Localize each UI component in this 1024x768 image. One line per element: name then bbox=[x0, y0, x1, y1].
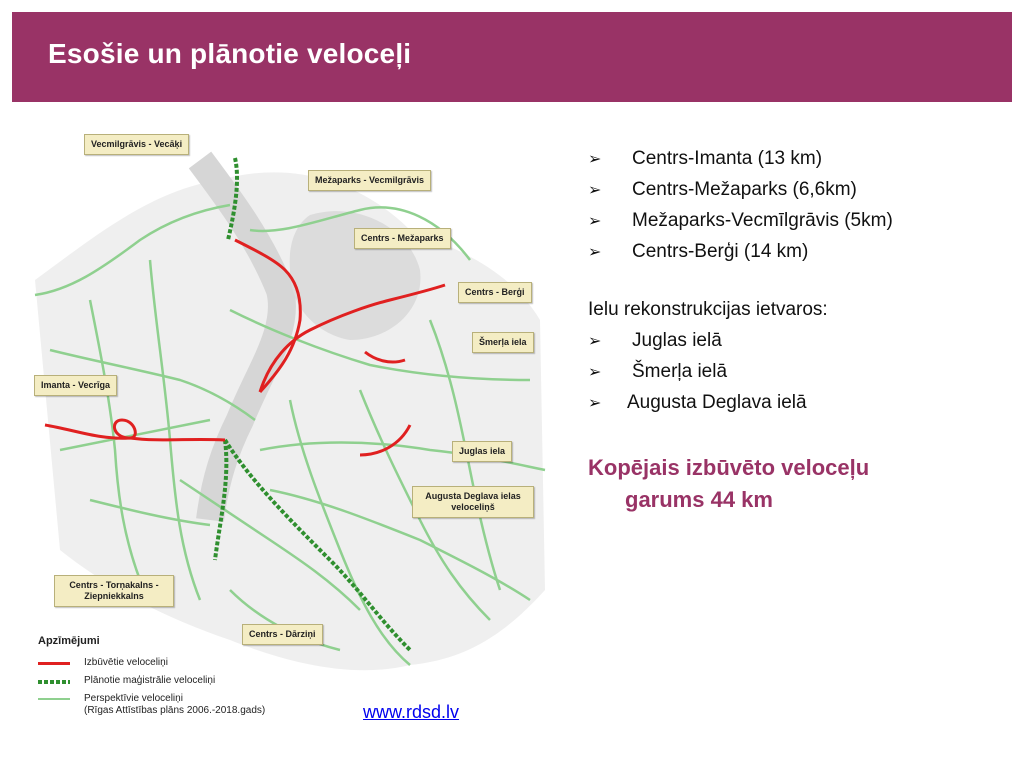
callout-juglas-iela: Juglas iela bbox=[452, 441, 512, 462]
reconstruction-item bbox=[588, 356, 1008, 387]
arrow-bullet-icon: ➢ bbox=[588, 212, 602, 230]
callout-vecmilgravis-vecaki: Vecmilgrāvis - Vecāķi bbox=[84, 134, 189, 155]
route-label: Centrs-Imanta (13 km) bbox=[632, 147, 823, 169]
legend-swatch-built bbox=[38, 662, 70, 665]
arrow-bullet-icon: ➢ bbox=[588, 150, 602, 168]
route-item bbox=[588, 174, 1008, 205]
arrow-bullet-icon: ➢ bbox=[588, 332, 602, 350]
legend-label-plan-note: (Rīgas Attīstības plāns 2006.-2018.gads) bbox=[84, 705, 266, 716]
slide-title: Esošie un plānotie veloceļi bbox=[48, 38, 412, 69]
legend-row-built bbox=[38, 657, 328, 675]
arrow-bullet-icon: ➢ bbox=[588, 243, 602, 261]
legend-label-prospective: Perspektīvie veloceliņi bbox=[84, 693, 183, 704]
route-list bbox=[588, 143, 1008, 418]
total-length-line2: garums 44 km bbox=[625, 487, 773, 512]
reconstruction-street: Juglas ielā bbox=[632, 329, 722, 351]
legend-swatch-planned bbox=[38, 680, 70, 684]
rdsd-link[interactable]: www.rdsd.lv bbox=[363, 702, 460, 722]
callout-mezaparks-vecmilgravis: Mežaparks - Vecmilgrāvis bbox=[308, 170, 431, 191]
legend-swatch-prospective bbox=[38, 698, 70, 700]
callout-centrs-mezaparks: Centrs - Mežaparks bbox=[354, 228, 451, 249]
title-bar bbox=[12, 12, 1012, 102]
legend-label-prospective-wrap bbox=[84, 693, 265, 717]
callout-centrs-bergi: Centrs - Berģi bbox=[458, 282, 532, 303]
reconstruction-label: Ielu rekonstrukcijas ietvaros: bbox=[588, 299, 828, 320]
bike-route-map bbox=[30, 120, 550, 730]
route-label: Centrs-Berģi (14 km) bbox=[632, 240, 809, 262]
arrow-bullet-icon: ➢ bbox=[588, 363, 602, 381]
total-length bbox=[588, 452, 1008, 516]
arrow-bullet-icon: ➢ bbox=[588, 394, 602, 412]
route-label: Centrs-Mežaparks (6,6km) bbox=[632, 178, 857, 200]
route-item bbox=[588, 205, 1008, 236]
route-item bbox=[588, 236, 1008, 267]
arrow-bullet-icon: ➢ bbox=[588, 181, 602, 199]
callout-centrs-darzini: Centrs - Dārziņi bbox=[242, 624, 323, 645]
reconstruction-street: Augusta Deglava ielā bbox=[627, 391, 807, 413]
callout-augusta-deglava: Augusta Deglava ielas veloceliņš bbox=[412, 486, 534, 518]
route-item bbox=[588, 143, 1008, 174]
reconstruction-item bbox=[588, 387, 1008, 418]
legend-row-prospective bbox=[38, 693, 328, 723]
total-length-line1: Kopējais izbūvēto veloceļu bbox=[588, 455, 870, 480]
legend-title: Apzīmējumi bbox=[38, 635, 100, 647]
reconstruction-item bbox=[588, 325, 1008, 356]
callout-smerla-iela: Šmerļa iela bbox=[472, 332, 534, 353]
callout-centrs-tornakalns-ziepniekkalns: Centrs - Torņakalns - Ziepniekkalns bbox=[54, 575, 174, 607]
legend-label-built: Izbūvētie veloceliņi bbox=[84, 657, 168, 668]
legend-label-planned: Plānotie maģistrālie veloceliņi bbox=[84, 675, 216, 686]
reconstruction-street: Šmerļa ielā bbox=[632, 360, 728, 382]
legend-row-planned bbox=[38, 675, 328, 693]
callout-imanta-vecriga: Imanta - Vecrīga bbox=[34, 375, 117, 396]
route-label: Mežaparks-Vecmīlgrāvis (5km) bbox=[632, 209, 893, 231]
map-legend bbox=[38, 635, 328, 723]
